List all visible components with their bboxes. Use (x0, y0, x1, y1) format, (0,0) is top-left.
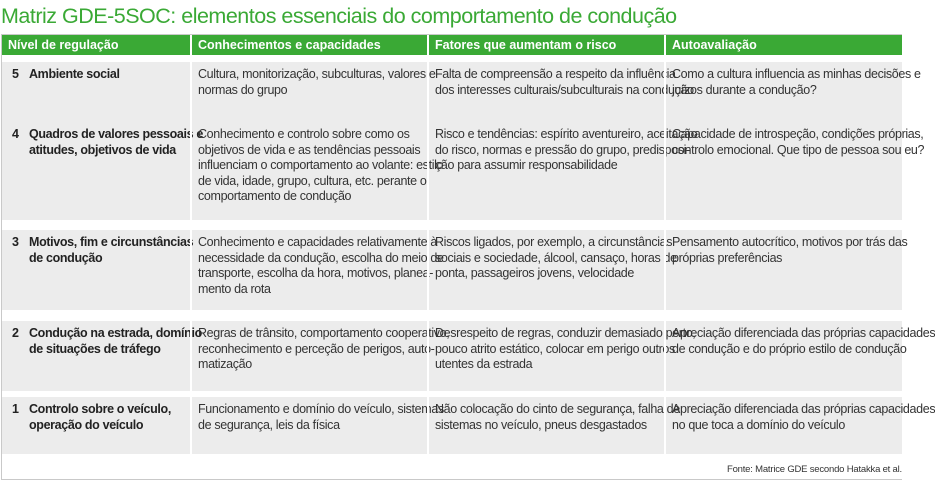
level-label: Controlo sobre o veículo, operação do veículo (29, 402, 171, 432)
knowledge-cell: Regras de trânsito, comportamento cooperativo, reconhecimento e perceção de perigos, auto- matização (190, 321, 427, 391)
level-number: 4 (12, 127, 19, 141)
table-row (2, 321, 935, 391)
header-self-assessment: Autoavaliação (664, 35, 904, 55)
self-assessment-cell: Apreciação diferenciada das próprias capacidades de condução e do próprio estilo de condução (664, 321, 904, 391)
source-note: Fonte: Matrice GDE secondo Hatakka et al. (726, 464, 902, 475)
level-number: 2 (12, 326, 19, 340)
table-row (2, 397, 935, 454)
header-level: Nível de regulação (8, 38, 119, 52)
knowledge-cell: Cultura, monitorização, subculturas, valores e normas do grupo (190, 62, 427, 142)
table-row (2, 230, 908, 310)
risk-cell: Falta de compreensão a respeito da influência dos interesses culturais/subculturais na condução (427, 62, 664, 142)
level-label: Quadros de valores pessoais e atitudes, objetivos de vida (29, 127, 203, 157)
matrix-table (1, 34, 935, 480)
risk-cell: Riscos ligados, por exemplo, a circunstâncias sociais e sociedade, álcool, cansaço, horas de ponta, passageiros jovens, velocidade (427, 230, 664, 310)
table-header (2, 35, 902, 55)
header-knowledge: Conhecimentos e capacidades (190, 35, 427, 55)
level-cell (2, 122, 203, 220)
level-cell (2, 321, 202, 391)
level-cell (2, 397, 190, 454)
self-assessment-cell: Pensamento autocrítico, motivos por trás das próprias preferências (664, 230, 904, 310)
risk-cell: Não colocação do cinto de segurança, falha de sistemas no veículo, pneus desgastados (427, 397, 664, 454)
knowledge-cell: Conhecimento e capacidades relativamente à necessidade da condução, escolha do meio de transporte, escolha da hora, motivos, planea- mento da rota (190, 230, 427, 310)
level-label: Motivos, fim e circunstâncias de condução (29, 235, 194, 265)
knowledge-cell: Conhecimento e controlo sobre como os objetivos de vida e as tendências pessoais influenciam o comportamento ao volante: estilo de vida, idade, grupo, cultura, etc. perante o comportamento de condução (190, 122, 427, 220)
self-assessment-cell: Como a cultura influencia as minhas decisões e juízos durante a condução? (664, 62, 904, 142)
level-cell (2, 230, 194, 310)
level-label: Ambiente social (29, 67, 120, 81)
level-label: Condução na estrada, domínio de situações de tráfego (29, 326, 202, 356)
level-number: 3 (12, 235, 19, 249)
table-row (2, 122, 925, 220)
self-assessment-cell: Capacidade de introspeção, condições próprias, controlo emocional. Que tipo de pessoa sou eu? (664, 122, 904, 220)
table-title: Matriz GDE-5SOC: elementos essenciais do comportamento de condução (1, 4, 677, 28)
level-number: 1 (12, 402, 19, 416)
level-number: 5 (12, 67, 19, 81)
risk-cell: Risco e tendências: espírito aventureiro, aceitação do risco, normas e pressão do grupo, predisposi- ção para assumir responsabilidade (427, 122, 664, 220)
risk-cell: Desrespeito de regras, conduzir demasiado perto, pouco atrito estático, colocar em perigo outros utentes da estrada (427, 321, 664, 391)
self-assessment-cell: Apreciação diferenciada das próprias capacidades no que toca a domínio do veículo (664, 397, 904, 454)
header-risk: Fatores que aumentam o risco (427, 35, 664, 55)
knowledge-cell: Funcionamento e domínio do veículo, sistemas de segurança, leis da física (190, 397, 427, 454)
